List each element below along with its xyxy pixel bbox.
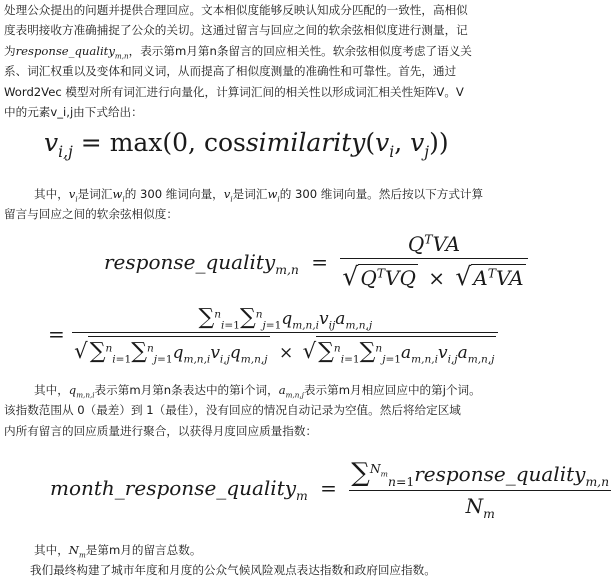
text-line [4,184,524,204]
text-line [4,560,524,580]
equation-response-quality: response_quality$_{m,n}$ = $\frac{Q^TVA}{√ Q^TVQ \times √ A^TVA}$ [104,232,528,291]
eq1-similarity: similarity [245,128,366,157]
text-line [4,41,524,61]
text-line: 该指数范围从 0（最差）到 1（最佳），没有回应的情况自动记录为空值。然后将给定区域 [4,403,461,418]
text-line: 处理公众提出的问题并提供合理回应。文本相似度能够反映认知成分匹配的一致性，高相似 [4,3,468,17]
inline-math: $w_i$ [112,187,125,204]
inline-math: $v_i$ [68,187,78,204]
inline-math: $N_m$ [68,543,86,560]
text-fragment: 其中， [34,543,69,557]
text-fragment: 其中， [34,383,69,397]
text-line [4,380,524,400]
text-line: 中的元素v_i,j由下式给出： [4,105,143,120]
text-fragment: 表示第m月第n条表达中的第i个词， [94,383,279,397]
text-fragment: 是第m月的留言总数。 [85,543,202,557]
text-fragment: 其中， [34,187,69,201]
text-line [4,540,524,560]
eq2-lhs: response_quality$_{m,n}$ [104,249,299,277]
eq1-args: ($v_i$, $v_j$)) [365,128,449,161]
paragraph-index-range [4,380,524,441]
eq2-denominator: √ $Q^TVQ$ × √ $A^TVA$ [340,258,527,291]
eq1-equals: = [80,128,102,157]
eq1-lhs: $v_{i,j}$ [44,128,73,161]
paragraph-vectors [4,184,524,225]
eq1-func: max(0, cos [109,128,246,157]
text-line: 度表明接收方准确捕捉了公众的关切。这通过留言与回应之间的软余弦相似度进行测量，记 [4,23,468,38]
text-line: 系、词汇权重以及变体和同义词，从而提高了相似度测量的准确性和可靠性。首先，通过 [4,64,457,79]
eq3-fraction [349,458,611,521]
text-fragment: 是词汇 [232,187,268,201]
eq2-sum-denominator: $√\sum^n_{i=1}\sum^n_{j=1}q_{m,n,i}v_{i,j}q_{m,n,j} \times √\sum^n_{i=1}\sum^n_{j=1}a_{m,n,i}v_{i,j}a_{m,n,j}$ [72,332,498,364]
text-line: Word2Vec 模型对所有词汇进行向量化，计算词汇间的相关性以形成词汇相关性矩阵V。V [4,84,464,99]
text-fragment: 的 300 维词向量。然后按以下方式计算 [279,187,484,201]
inline-math: $w_i$ [267,187,280,204]
eq2-fraction-long [72,304,498,364]
inline-math: $a_{m,n,j}$ [278,383,304,400]
text-fragment: 为 [4,43,16,58]
eq2-fraction-short [340,232,527,291]
text-fragment: 表示第m月相应回应中的第j个词。 [303,383,481,397]
paragraph-intro [4,0,524,122]
text-fragment: 我们最终构建了城市年度和月度的公众气候风险观点表达指数和政府回应指数。 [30,563,436,578]
eq2-sum-numerator: $\sum^n_{i=1}\sum^n_{j=1}q_{m,n,i}v_{ij}a_{m,n,j}$ [198,304,373,332]
text-fragment: ，表示第m月第n条留言的回应相关性。软余弦相似度考虑了语义关 [128,43,472,58]
eq3-denominator: $N_m$ [349,490,611,518]
inline-math: $v_i$ [223,187,233,204]
text-fragment: 的 300 维词向量， [124,187,224,201]
equation-month-response-quality: month_response_quality$_m$ = $\frac{\sum^{N_m}_{n=1}response\_quality_{m,n}}{N_m}$ [50,458,610,521]
text-fragment: 是词汇 [77,187,113,201]
equation-response-quality-expanded: = $\sum^n_{i=1}\sum^n_{j=1}q_{m,n,i}v_{ij}a_{m,n,j}$ $√\sum^n_{i=1}\sum^n_{j=1}q_{m,n,i}v_{i,j}q_{m,n,j} \times √\sum^n_{i=1}\sum^n_{j=1}a_{m,n,i}v_{i,j}a_{m,n,j}$ [48,304,498,364]
inline-math: $q_{m,n,i}$ [68,383,95,400]
text-line: 留言与回应之间的软余弦相似度： [4,207,178,222]
eq2-numerator: $Q^TVA$ [407,231,461,256]
text-line: 内所有留言的回应质量进行聚合，以获得月度回应质量指数： [4,423,318,438]
paragraph-conclusion [4,540,524,581]
inline-math-response-quality: response_quality$_{m,n}$ [15,43,129,61]
equation-vij [44,128,449,161]
eq3-lhs: month_response_quality$_m$ [50,476,308,503]
eq3-numerator: ∑$^{N_m}_{n=1}$response_quality$_{m,n}$ [351,458,610,489]
